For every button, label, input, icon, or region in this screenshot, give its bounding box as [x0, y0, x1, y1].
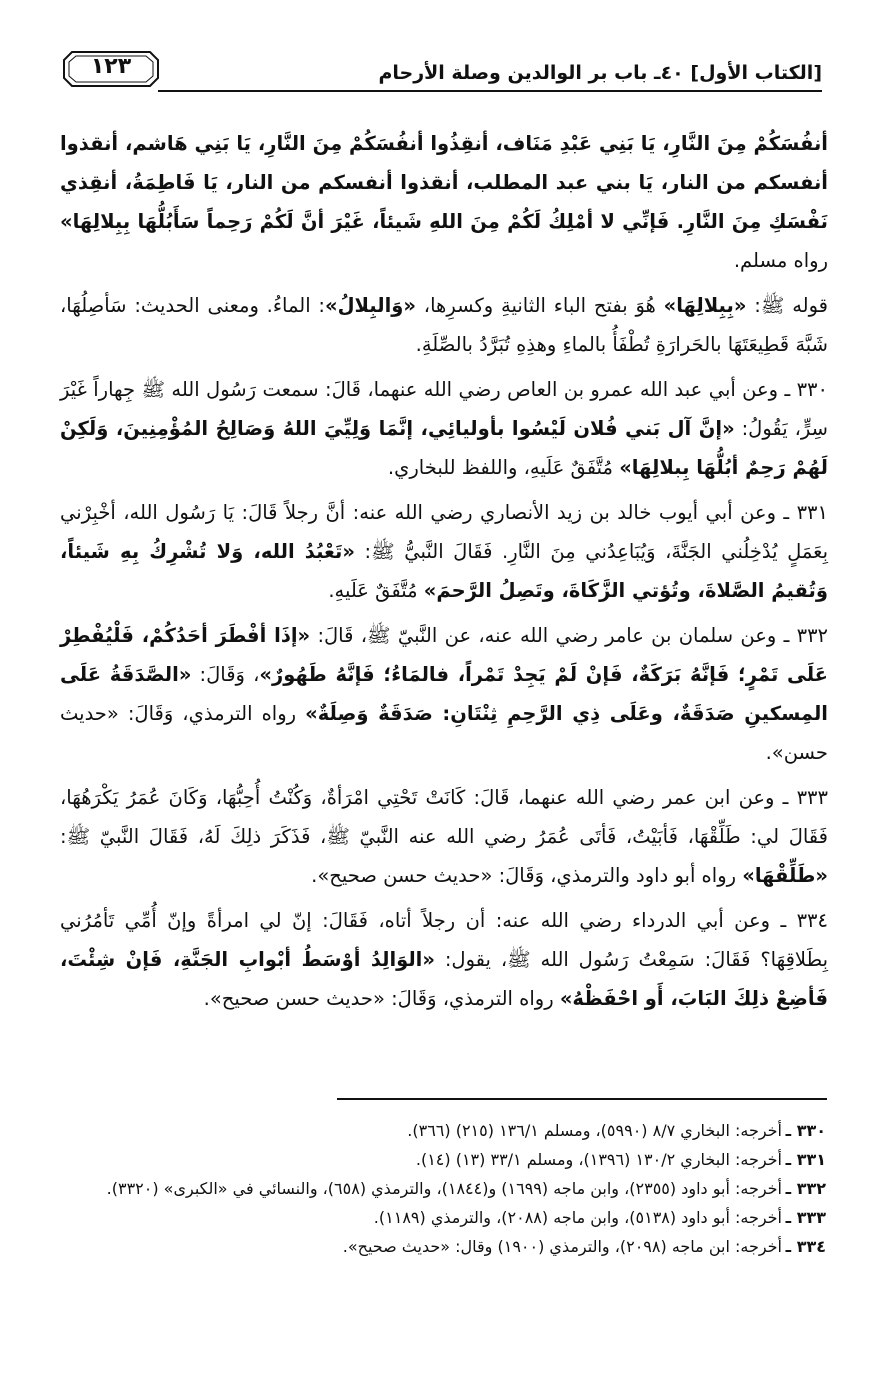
page-header — [62, 48, 822, 96]
footnote-number: ٣٣٢ ـ — [785, 1179, 826, 1198]
commentary-text: رواه مسلم. — [733, 249, 828, 272]
commentary-text: ٣٣١ ـ وعن أبي أيوب خالد بن زيد الأنصاري رضي الله عنه: أنَّ رجلاً قَالَ: يَا رَسُول الله، أخْبِرْني بِعَمَلٍ يُدْخِلُني الجَنَّةَ، وَيُبَاعِدُني مِنَ النَّارِ. فَقَالَ النَّبيُّ ﷺ: — [60, 501, 828, 563]
hadith-text: «إنَّ آل بَني فُلان لَيْسُوا بأوليائِي، إنَّمَا وَلِيِّيَ اللهُ وَصَالِحُ المُؤْمِنِينَ، وَلَكِنْ لَهُمْ رَحِمٌ أبُلُّهَا بِبلالِهَا» — [60, 417, 828, 479]
footnote — [60, 1116, 826, 1145]
paragraph — [60, 901, 828, 1018]
footnote-text: أخرجه: البخاري ١٣٠/٢ (١٣٩٦)، ومسلم ٣٣/١ (١٣) (١٤). — [415, 1150, 782, 1169]
footnote-number: ٣٣١ ـ — [785, 1150, 826, 1169]
footnote-text: أخرجه: ابن ماجه (٢٠٩٨)، والترمذي (١٩٠٠) وقال: «حديث صحيح». — [342, 1237, 782, 1256]
hadith-text: أنفُسَكُمْ مِنَ النَّارِ، يَا بَنِي عَبْدِ مَنَاف، أنقِذُوا أنفُسَكُمْ مِنَ النَّارِ، يَا بَنِي هَاشم، أنقذوا أنفسكم من النار، يَا بني عبد المطلب، أنقذوا أنفسكم من النار، يَا فَاطِمَةُ، أنقِذي نَفْسَكِ مِنَ النَّارِ. فَإنِّي لا أمْلِكُ لَكُمْ مِنَ اللهِ شَيئاً، غَيْرَ أنَّ لَكُمْ رَحِماً سَأَبُلُّهَا بِبِلالِهَا» — [60, 132, 828, 233]
hadith-text: «وَالبِلالُ» — [324, 294, 416, 317]
footnote-number: ٣٣٤ ـ — [785, 1237, 826, 1256]
footnote-number: ٣٣٣ ـ — [785, 1208, 826, 1227]
commentary-text: ٣٣٤ ـ وعن أبي الدرداء رضي الله عنه: أن رجلاً أتاه، فَقَالَ: إنّ لي امرأةً وإنّ أُمِّي تَأمُرُني بِطَلاقِهَا؟ فَقَالَ: سَمِعْتُ رَسُول الله ﷺ، يقول: — [60, 909, 828, 971]
footnote-number: ٣٣٠ ـ — [785, 1121, 826, 1140]
commentary-text: رواه الترمذي، وَقَالَ: «حديث حسن». — [60, 702, 828, 764]
footnote-text: أخرجه: أبو داود (٢٣٥٥)، وابن ماجه (١٦٩٩) و(١٨٤٤)، والترمذي (٦٥٨)، والنسائي في «الكبرى» (٣٣٢٠). — [106, 1179, 782, 1198]
header-rule — [158, 90, 822, 92]
commentary-text: ٣٣٣ ـ وعن ابن عمر رضي الله عنهما، قَالَ: كَانَتْ تَحْتِي امْرَأةٌ، وَكُنْتُ أُحِبُّهَا، وَكَانَ عُمَرُ يَكْرَهُهَا، فَقَالَ لي: طَلِّقْهَا، فَأبَيْتُ، فَأتَى عُمَرُ رضي الله عنه النَّبيّ ﷺ، فَذَكَرَ ذلِكَ لَهُ، فَقَالَ النَّبيّ ﷺ: — [60, 786, 828, 848]
footnote-text: أخرجه: أبو داود (٥١٣٨)، وابن ماجه (٢٠٨٨)، والترمذي (١١٨٩). — [373, 1208, 782, 1227]
hadith-text: «طَلِّقْهَا» — [742, 864, 828, 887]
hadith-text: «الصَّدَقَةُ عَلَى المِسكينِ صَدَقَةٌ، وعَلَى ذِي الرَّحِمِ ثِنْتَانِ: صَدَقَةٌ وَصِلَةٌ» — [60, 663, 828, 725]
commentary-text: ٣٣٢ ـ وعن سلمان بن عامر رضي الله عنه، عن النَّبيّ ﷺ، قَالَ: — [310, 624, 829, 647]
footnote — [60, 1174, 826, 1203]
commentary-text: قوله ﷺ: — [746, 294, 828, 317]
paragraph — [60, 493, 828, 610]
footnote — [60, 1145, 826, 1174]
commentary-text: رواه الترمذي، وَقَالَ: «حديث حسن صحيح». — [203, 987, 560, 1010]
hadith-text: «تَعْبُدُ الله، وَلا تُشْرِكُ بِهِ شَيئاً، وَتُقيمُ الصَّلاةَ، وتُؤتي الزَّكَاةَ، وتَصِلُ الرَّحمَ» — [60, 540, 828, 602]
paragraph — [60, 616, 828, 772]
commentary-text: : الماءُ. ومعنى الحديث: سَأصِلُهَا، شَبَّهَ قَطِيعَتَهَا بالحَرارَةِ تُطْفَأُ بالماءِ وهذِهِ تُبَرَّدُ بالصِّلَةِ. — [60, 294, 828, 356]
hadith-text: «بِبِلالِهَا» — [663, 294, 747, 317]
commentary-text: هُوَ بفتح الباء الثانيةِ وكسرِها، — [416, 294, 664, 317]
footnote — [60, 1203, 826, 1232]
commentary-text: ٣٣٠ ـ وعن أبي عبد الله عمرو بن العاص رضي الله عنهما، قَالَ: سمعت رَسُول الله ﷺ جِهاراً غَيْرَ سِرٍّ، يَقُولُ: — [60, 378, 828, 440]
footnote — [60, 1232, 826, 1261]
main-text — [60, 124, 828, 1024]
commentary-text: ، وَقَالَ: — [191, 663, 260, 686]
paragraph — [60, 370, 828, 487]
paragraph — [60, 124, 828, 280]
paragraph — [60, 286, 828, 364]
commentary-text: مُتَّفَقٌ عَلَيهِ، واللفظ للبخاري. — [387, 456, 620, 479]
running-title: [الكتاب الأول] ٤٠ـ باب بر الوالدين وصلة الأرحام — [378, 62, 822, 84]
page-number: ١٢٣ — [90, 54, 132, 79]
hadith-text: «الوَالِدُ أوْسَطُ أبْوابِ الجَنَّةِ، فَإنْ شِئْتَ، فَأضِعْ ذلِكَ البَابَ، أَو احْفَظْهُ» — [60, 948, 828, 1010]
hadith-text: «إذَا أفْطَرَ أحَدُكُمْ، فَلْيُفْطِرْ عَلَى تَمْرٍ؛ فَإنَّهُ بَرَكَةٌ، فَإنْ لَمْ يَجِدْ تَمْراً، فالمَاءُ؛ فَإنَّهُ طَهُورٌ» — [60, 624, 828, 686]
footnote-text: أخرجه: البخاري ٨/٧ (٥٩٩٠)، ومسلم ١٣٦/١ (٢١٥) (٣٦٦). — [407, 1121, 782, 1140]
commentary-text: رواه أبو داود والترمذي، وَقَالَ: «حديث حسن صحيح». — [311, 864, 743, 887]
paragraph — [60, 778, 828, 895]
footnote-separator — [337, 1098, 827, 1100]
commentary-text: مُتَّفَقٌ عَلَيهِ. — [328, 579, 424, 602]
footnotes — [60, 1116, 826, 1261]
